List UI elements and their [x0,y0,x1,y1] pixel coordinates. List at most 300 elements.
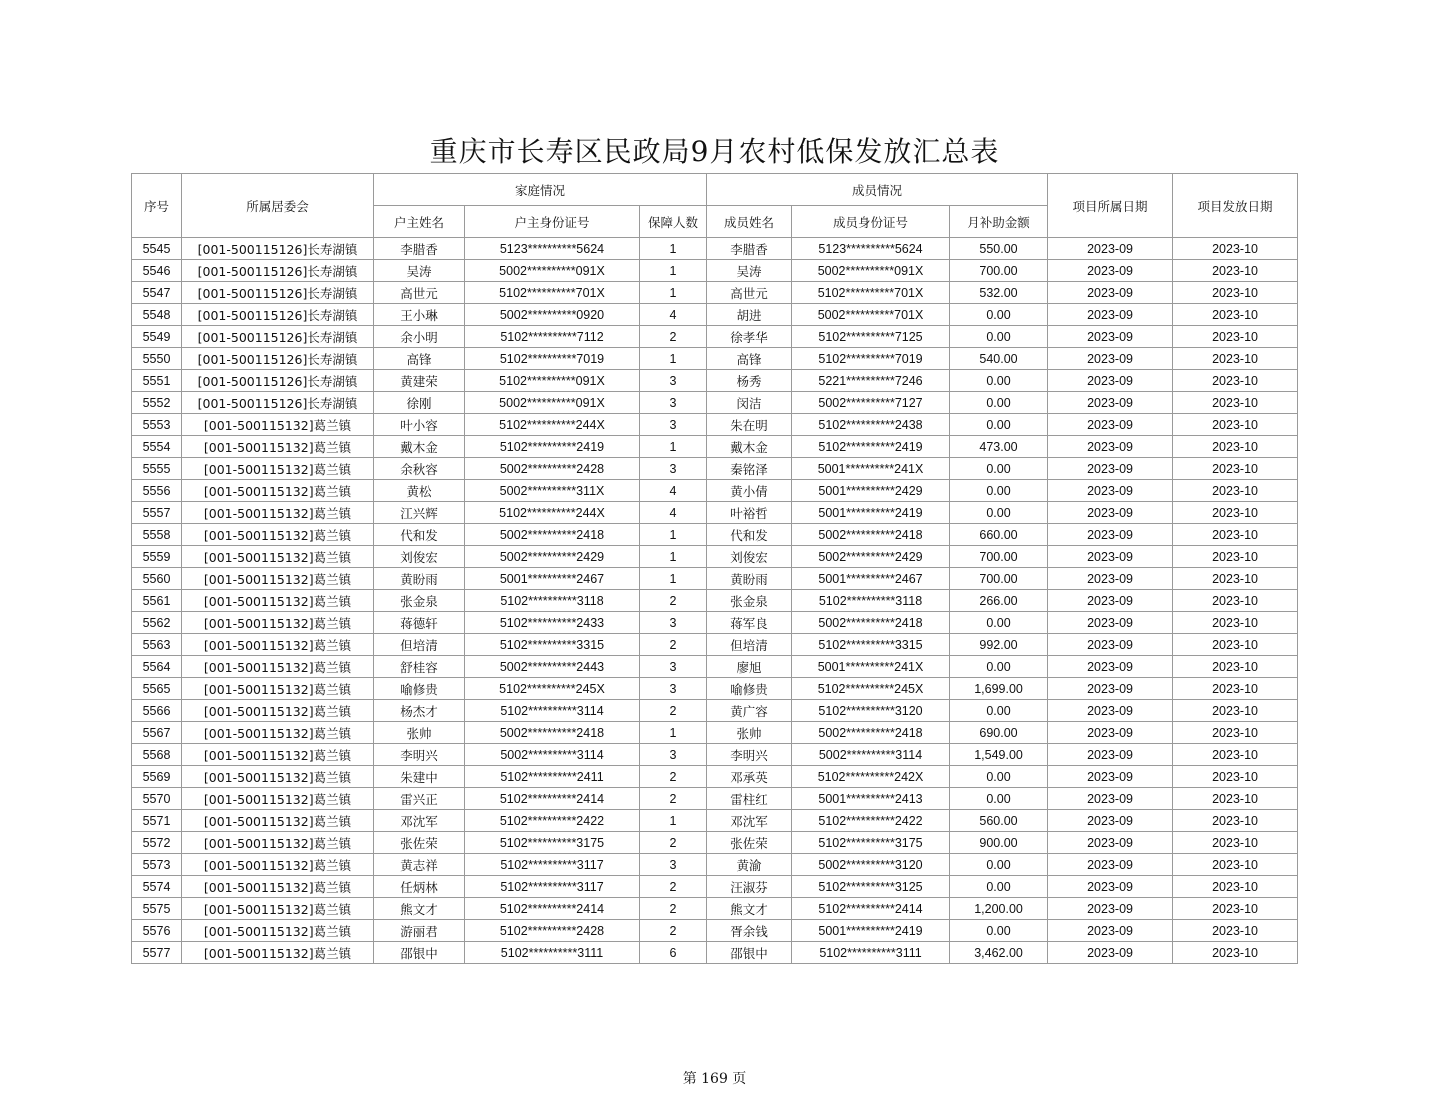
cell-project-date: 2023-09 [1048,502,1173,524]
cell-head-id: 5102**********2414 [465,788,640,810]
cell-head-name: 李腊香 [374,238,465,260]
cell-committee: [001-500115126]长寿湖镇 [182,260,374,282]
cell-head-id: 5102**********3175 [465,832,640,854]
cell-issue-date: 2023-10 [1173,832,1298,854]
cell-seq: 5567 [132,722,182,744]
cell-issue-date: 2023-10 [1173,546,1298,568]
table-row [132,590,1298,612]
cell-head-id: 5102**********2414 [465,898,640,920]
cell-project-date: 2023-09 [1048,480,1173,502]
cell-head-id: 5002**********311X [465,480,640,502]
cell-project-date: 2023-09 [1048,414,1173,436]
cell-project-date: 2023-09 [1048,568,1173,590]
cell-member-id: 5002**********2429 [792,546,950,568]
table-row [132,238,1298,260]
cell-issue-date: 2023-10 [1173,612,1298,634]
cell-member-name: 吴涛 [707,260,792,282]
cell-member-name: 胡进 [707,304,792,326]
cell-head-name: 黄松 [374,480,465,502]
cell-issue-date: 2023-10 [1173,304,1298,326]
cell-member-id: 5102**********7125 [792,326,950,348]
table-row [132,678,1298,700]
cell-amount: 0.00 [950,370,1048,392]
cell-committee: [001-500115132]葛兰镇 [182,546,374,568]
table-row [132,502,1298,524]
cell-committee: [001-500115132]葛兰镇 [182,744,374,766]
cell-committee: [001-500115126]长寿湖镇 [182,304,374,326]
cell-committee: [001-500115132]葛兰镇 [182,854,374,876]
cell-seq: 5552 [132,392,182,414]
cell-project-date: 2023-09 [1048,678,1173,700]
table-row [132,568,1298,590]
cell-member-id: 5001**********241X [792,656,950,678]
cell-seq: 5570 [132,788,182,810]
cell-count: 2 [640,876,707,898]
cell-member-name: 徐孝华 [707,326,792,348]
cell-head-id: 5002**********091X [465,392,640,414]
cell-head-name: 杨杰才 [374,700,465,722]
cell-count: 6 [640,942,707,964]
cell-head-name: 任炳林 [374,876,465,898]
cell-member-name: 邓沈军 [707,810,792,832]
cell-amount: 3,462.00 [950,942,1048,964]
cell-issue-date: 2023-10 [1173,722,1298,744]
cell-head-name: 高世元 [374,282,465,304]
cell-head-id: 5102**********701X [465,282,640,304]
cell-count: 1 [640,722,707,744]
cell-project-date: 2023-09 [1048,744,1173,766]
cell-amount: 540.00 [950,348,1048,370]
cell-head-id: 5102**********244X [465,502,640,524]
cell-member-name: 朱在明 [707,414,792,436]
cell-head-id: 5102**********3117 [465,854,640,876]
table-row [132,898,1298,920]
cell-member-id: 5102**********2414 [792,898,950,920]
cell-member-id: 5102**********3120 [792,700,950,722]
cell-seq: 5548 [132,304,182,326]
cell-committee: [001-500115132]葛兰镇 [182,524,374,546]
cell-member-name: 秦铭泽 [707,458,792,480]
cell-head-id: 5102**********2428 [465,920,640,942]
cell-project-date: 2023-09 [1048,524,1173,546]
cell-member-name: 代和发 [707,524,792,546]
cell-committee: [001-500115126]长寿湖镇 [182,370,374,392]
cell-head-id: 5102**********3315 [465,634,640,656]
cell-member-id: 5102**********3125 [792,876,950,898]
cell-member-name: 邓承英 [707,766,792,788]
cell-committee: [001-500115132]葛兰镇 [182,458,374,480]
cell-issue-date: 2023-10 [1173,282,1298,304]
cell-member-name: 张金泉 [707,590,792,612]
cell-head-id: 5002**********3114 [465,744,640,766]
cell-count: 2 [640,590,707,612]
cell-project-date: 2023-09 [1048,722,1173,744]
cell-seq: 5545 [132,238,182,260]
cell-head-name: 邵银中 [374,942,465,964]
header-head-name: 户主姓名 [374,206,465,238]
table-row [132,260,1298,282]
cell-count: 1 [640,524,707,546]
cell-amount: 0.00 [950,304,1048,326]
table-row [132,656,1298,678]
cell-count: 1 [640,436,707,458]
cell-seq: 5572 [132,832,182,854]
cell-head-id: 5102**********7019 [465,348,640,370]
cell-head-name: 熊文才 [374,898,465,920]
cell-head-id: 5123**********5624 [465,238,640,260]
cell-head-id: 5102**********2411 [465,766,640,788]
cell-amount: 266.00 [950,590,1048,612]
cell-amount: 550.00 [950,238,1048,260]
cell-issue-date: 2023-10 [1173,502,1298,524]
cell-head-name: 雷兴正 [374,788,465,810]
cell-project-date: 2023-09 [1048,832,1173,854]
cell-committee: [001-500115132]葛兰镇 [182,942,374,964]
cell-project-date: 2023-09 [1048,326,1173,348]
cell-amount: 0.00 [950,392,1048,414]
cell-head-id: 5002**********091X [465,260,640,282]
cell-seq: 5573 [132,854,182,876]
cell-head-name: 游丽君 [374,920,465,942]
cell-issue-date: 2023-10 [1173,480,1298,502]
cell-count: 1 [640,810,707,832]
cell-member-name: 雷柱红 [707,788,792,810]
cell-member-name: 戴木金 [707,436,792,458]
cell-amount: 900.00 [950,832,1048,854]
cell-seq: 5555 [132,458,182,480]
cell-seq: 5565 [132,678,182,700]
header-member-group: 成员情况 [707,174,1048,206]
cell-project-date: 2023-09 [1048,304,1173,326]
table-row [132,788,1298,810]
page-title: 重庆市长寿区民政局9月农村低保发放汇总表 [429,135,1000,168]
cell-head-id: 5102**********7112 [465,326,640,348]
cell-seq: 5559 [132,546,182,568]
cell-count: 3 [640,414,707,436]
cell-project-date: 2023-09 [1048,238,1173,260]
cell-committee: [001-500115126]长寿湖镇 [182,326,374,348]
cell-head-id: 5102**********2422 [465,810,640,832]
cell-count: 3 [640,370,707,392]
cell-seq: 5571 [132,810,182,832]
cell-issue-date: 2023-10 [1173,700,1298,722]
cell-head-name: 刘俊宏 [374,546,465,568]
cell-project-date: 2023-09 [1048,546,1173,568]
cell-member-name: 黄盼雨 [707,568,792,590]
cell-count: 2 [640,920,707,942]
cell-project-date: 2023-09 [1048,766,1173,788]
cell-project-date: 2023-09 [1048,282,1173,304]
cell-count: 1 [640,546,707,568]
cell-committee: [001-500115132]葛兰镇 [182,414,374,436]
cell-count: 4 [640,480,707,502]
cell-seq: 5563 [132,634,182,656]
cell-count: 2 [640,700,707,722]
cell-project-date: 2023-09 [1048,348,1173,370]
cell-head-name: 喻修贵 [374,678,465,700]
cell-issue-date: 2023-10 [1173,568,1298,590]
cell-member-id: 5002**********3120 [792,854,950,876]
cell-member-name: 李腊香 [707,238,792,260]
table-row [132,348,1298,370]
cell-committee: [001-500115132]葛兰镇 [182,612,374,634]
cell-amount: 690.00 [950,722,1048,744]
cell-head-id: 5102**********245X [465,678,640,700]
table-row [132,480,1298,502]
cell-amount: 0.00 [950,458,1048,480]
cell-committee: [001-500115132]葛兰镇 [182,656,374,678]
table-row [132,612,1298,634]
cell-amount: 0.00 [950,788,1048,810]
cell-issue-date: 2023-10 [1173,898,1298,920]
table-row [132,832,1298,854]
cell-amount: 0.00 [950,854,1048,876]
cell-project-date: 2023-09 [1048,656,1173,678]
cell-issue-date: 2023-10 [1173,348,1298,370]
cell-project-date: 2023-09 [1048,436,1173,458]
cell-issue-date: 2023-10 [1173,656,1298,678]
cell-member-id: 5001**********241X [792,458,950,480]
header-committee: 所属居委会 [182,174,374,238]
cell-count: 3 [640,744,707,766]
cell-amount: 0.00 [950,480,1048,502]
cell-amount: 992.00 [950,634,1048,656]
cell-member-id: 5102**********242X [792,766,950,788]
cell-amount: 0.00 [950,414,1048,436]
table-body [132,238,1298,964]
table-row [132,854,1298,876]
table-row [132,370,1298,392]
cell-member-id: 5001**********2419 [792,920,950,942]
table-row [132,810,1298,832]
cell-seq: 5566 [132,700,182,722]
cell-issue-date: 2023-10 [1173,392,1298,414]
cell-head-name: 张帅 [374,722,465,744]
cell-committee: [001-500115132]葛兰镇 [182,634,374,656]
cell-head-id: 5002**********2418 [465,524,640,546]
cell-member-name: 廖旭 [707,656,792,678]
cell-head-id: 5002**********2429 [465,546,640,568]
cell-member-id: 5002**********2418 [792,722,950,744]
cell-head-name: 蒋德轩 [374,612,465,634]
cell-member-id: 5002**********7127 [792,392,950,414]
cell-head-name: 舒桂容 [374,656,465,678]
cell-amount: 0.00 [950,502,1048,524]
header-seq: 序号 [132,174,182,238]
cell-member-id: 5102**********2419 [792,436,950,458]
cell-count: 3 [640,392,707,414]
cell-amount: 0.00 [950,656,1048,678]
cell-issue-date: 2023-10 [1173,524,1298,546]
cell-amount: 0.00 [950,612,1048,634]
cell-member-name: 汪淑芬 [707,876,792,898]
cell-committee: [001-500115132]葛兰镇 [182,898,374,920]
table-row [132,546,1298,568]
cell-project-date: 2023-09 [1048,898,1173,920]
cell-head-name: 李明兴 [374,744,465,766]
cell-committee: [001-500115132]葛兰镇 [182,788,374,810]
cell-seq: 5550 [132,348,182,370]
cell-member-name: 高锋 [707,348,792,370]
table-row [132,876,1298,898]
cell-committee: [001-500115126]长寿湖镇 [182,282,374,304]
cell-member-name: 李明兴 [707,744,792,766]
cell-member-name: 高世元 [707,282,792,304]
table-row [132,304,1298,326]
table-row [132,722,1298,744]
cell-count: 4 [640,502,707,524]
cell-issue-date: 2023-10 [1173,920,1298,942]
cell-issue-date: 2023-10 [1173,766,1298,788]
cell-member-id: 5102**********2438 [792,414,950,436]
cell-issue-date: 2023-10 [1173,810,1298,832]
cell-project-date: 2023-09 [1048,392,1173,414]
cell-member-id: 5102**********3175 [792,832,950,854]
cell-committee: [001-500115132]葛兰镇 [182,766,374,788]
cell-count: 1 [640,348,707,370]
cell-amount: 0.00 [950,766,1048,788]
cell-issue-date: 2023-10 [1173,326,1298,348]
cell-amount: 0.00 [950,876,1048,898]
cell-seq: 5546 [132,260,182,282]
cell-head-name: 但培清 [374,634,465,656]
cell-member-name: 黄广容 [707,700,792,722]
cell-member-id: 5102**********3111 [792,942,950,964]
cell-committee: [001-500115132]葛兰镇 [182,810,374,832]
cell-committee: [001-500115126]长寿湖镇 [182,392,374,414]
cell-count: 1 [640,238,707,260]
relief-summary-table [131,173,1298,964]
cell-member-id: 5001**********2413 [792,788,950,810]
cell-project-date: 2023-09 [1048,370,1173,392]
cell-member-id: 5002**********091X [792,260,950,282]
table-row [132,326,1298,348]
table-row [132,744,1298,766]
cell-amount: 0.00 [950,920,1048,942]
cell-member-id: 5002**********3114 [792,744,950,766]
cell-amount: 700.00 [950,546,1048,568]
cell-project-date: 2023-09 [1048,788,1173,810]
cell-seq: 5553 [132,414,182,436]
cell-count: 4 [640,304,707,326]
table-row [132,414,1298,436]
header-family-group: 家庭情况 [374,174,707,206]
cell-member-id: 5102**********7019 [792,348,950,370]
cell-amount: 1,200.00 [950,898,1048,920]
cell-issue-date: 2023-10 [1173,590,1298,612]
header-count: 保障人数 [640,206,707,238]
cell-seq: 5551 [132,370,182,392]
cell-member-id: 5102**********3315 [792,634,950,656]
cell-member-name: 叶裕哲 [707,502,792,524]
cell-seq: 5549 [132,326,182,348]
cell-head-name: 高锋 [374,348,465,370]
table-row [132,942,1298,964]
cell-head-name: 江兴辉 [374,502,465,524]
cell-count: 2 [640,634,707,656]
cell-member-id: 5102**********2422 [792,810,950,832]
cell-head-id: 5102**********244X [465,414,640,436]
cell-member-name: 喻修贵 [707,678,792,700]
cell-committee: [001-500115132]葛兰镇 [182,700,374,722]
cell-count: 2 [640,832,707,854]
cell-project-date: 2023-09 [1048,810,1173,832]
cell-seq: 5554 [132,436,182,458]
cell-committee: [001-500115132]葛兰镇 [182,502,374,524]
cell-count: 3 [640,854,707,876]
cell-amount: 700.00 [950,260,1048,282]
cell-project-date: 2023-09 [1048,700,1173,722]
cell-member-name: 黄小倩 [707,480,792,502]
cell-issue-date: 2023-10 [1173,414,1298,436]
cell-issue-date: 2023-10 [1173,238,1298,260]
cell-count: 2 [640,898,707,920]
cell-member-name: 邵银中 [707,942,792,964]
cell-issue-date: 2023-10 [1173,788,1298,810]
cell-seq: 5577 [132,942,182,964]
cell-head-name: 余小明 [374,326,465,348]
cell-member-name: 黄渝 [707,854,792,876]
cell-head-name: 黄建荣 [374,370,465,392]
cell-member-name: 胥余钱 [707,920,792,942]
cell-project-date: 2023-09 [1048,920,1173,942]
cell-head-id: 5102**********3118 [465,590,640,612]
cell-project-date: 2023-09 [1048,260,1173,282]
cell-project-date: 2023-09 [1048,854,1173,876]
cell-head-name: 张佐荣 [374,832,465,854]
cell-count: 3 [640,678,707,700]
cell-head-name: 张金泉 [374,590,465,612]
cell-amount: 660.00 [950,524,1048,546]
cell-member-id: 5002**********2418 [792,612,950,634]
cell-issue-date: 2023-10 [1173,854,1298,876]
cell-head-id: 5102**********3111 [465,942,640,964]
cell-member-id: 5001**********2467 [792,568,950,590]
cell-project-date: 2023-09 [1048,876,1173,898]
cell-count: 2 [640,788,707,810]
cell-count: 3 [640,612,707,634]
cell-head-id: 5102**********2419 [465,436,640,458]
cell-head-name: 朱建中 [374,766,465,788]
cell-member-id: 5123**********5624 [792,238,950,260]
header-issue-date: 项目发放日期 [1173,174,1298,238]
cell-issue-date: 2023-10 [1173,678,1298,700]
cell-committee: [001-500115132]葛兰镇 [182,436,374,458]
cell-member-name: 杨秀 [707,370,792,392]
cell-head-name: 叶小容 [374,414,465,436]
table-row [132,524,1298,546]
cell-committee: [001-500115132]葛兰镇 [182,480,374,502]
table-row [132,392,1298,414]
header-member-id: 成员身份证号 [792,206,950,238]
cell-amount: 0.00 [950,326,1048,348]
cell-seq: 5562 [132,612,182,634]
cell-member-id: 5001**********2429 [792,480,950,502]
cell-seq: 5558 [132,524,182,546]
cell-head-name: 黄盼雨 [374,568,465,590]
cell-head-name: 邓沈军 [374,810,465,832]
cell-head-id: 5002**********2428 [465,458,640,480]
cell-issue-date: 2023-10 [1173,634,1298,656]
cell-seq: 5576 [132,920,182,942]
cell-member-id: 5001**********2419 [792,502,950,524]
cell-project-date: 2023-09 [1048,612,1173,634]
cell-seq: 5556 [132,480,182,502]
cell-amount: 560.00 [950,810,1048,832]
header-head-id: 户主身份证号 [465,206,640,238]
table-row [132,458,1298,480]
cell-head-id: 5102**********2433 [465,612,640,634]
